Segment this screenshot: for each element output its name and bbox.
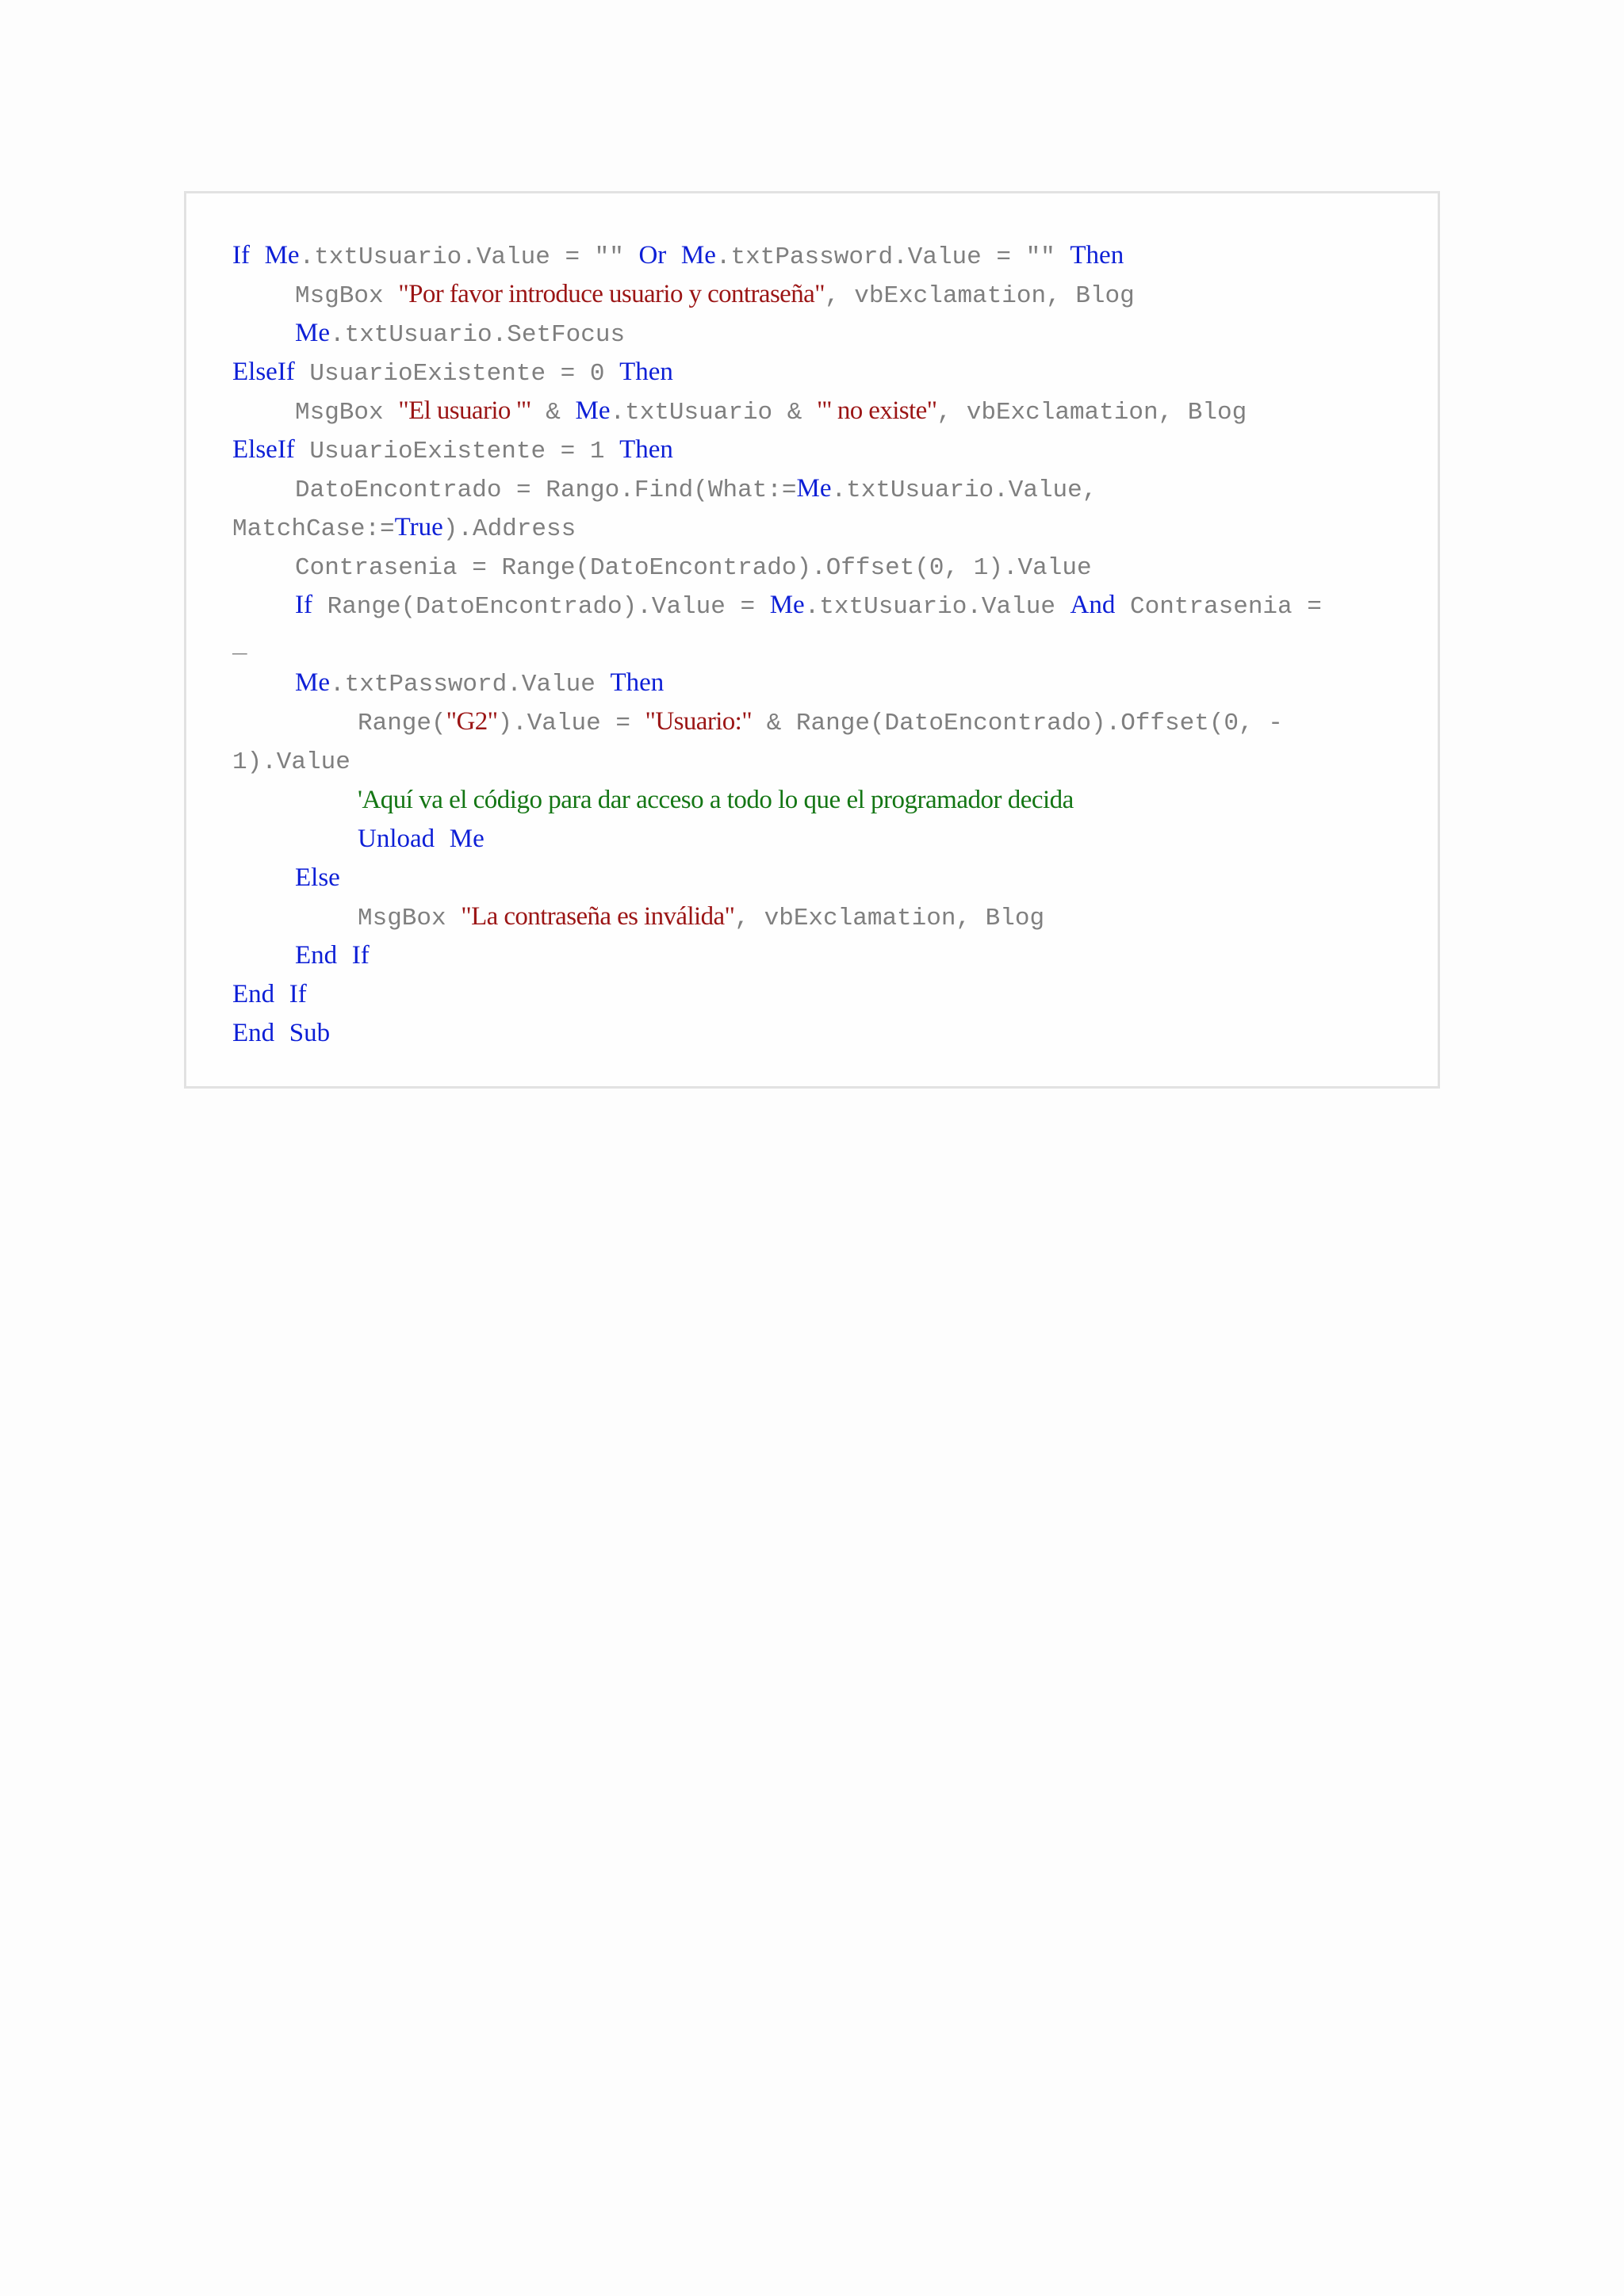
code-line [232,507,576,546]
code-keyword: Then [619,358,673,386]
code-keyword: If [289,980,307,1008]
code-keyword: Me [449,825,485,853]
code-keyword: Then [1070,241,1124,270]
code-text [666,243,681,271]
code-line [358,819,485,858]
code-text: Contrasenia = Range(DatoEncontrado).Offset(0, 1).Value [295,554,1092,582]
code-text: MsgBox [358,905,462,932]
code-keyword: If [351,941,370,970]
code-string: "Usuario:" [645,707,753,736]
code-keyword: Or [638,241,667,270]
code-line [232,235,1124,274]
code-line [295,391,1247,430]
code-text [250,243,265,271]
code-keyword: Me [264,241,300,270]
code-line [232,352,673,391]
code-text [274,982,289,1010]
code-text: .txtUsuario & [610,399,817,427]
code-keyword: True [394,513,443,541]
code-line [358,897,1044,936]
code-text: Range( [358,710,446,737]
code-keyword: Else [295,863,340,892]
code-line [295,585,1322,624]
code-string: "' no existe" [816,396,937,425]
code-text: .txtPassword.Value = "" [715,243,1071,271]
code-keyword: And [1070,591,1116,619]
code-text: MsgBox [295,282,399,310]
code-text [337,943,352,971]
code-keyword: Then [610,668,665,697]
code-text: & Range(DatoEncontrado).Offset(0, - [752,710,1283,737]
code-keyword: Sub [289,1019,331,1047]
code-string: "Por favor introduce usuario y contraseña" [398,280,825,308]
code-text [274,1021,289,1049]
code-text: MatchCase:= [232,515,395,543]
code-text: Contrasenia = [1115,593,1322,621]
code-text: .txtPassword.Value [330,671,611,698]
code-keyword: Me [295,668,330,697]
code-text: _ [232,632,247,660]
code-text: DatoEncontrado = Rango.Find(What:= [295,476,797,504]
code-line [232,624,247,663]
code-text: MsgBox [295,399,399,427]
code-keyword: End [232,980,275,1008]
code-line [232,740,350,779]
code-keyword: Me [769,591,805,619]
code-line [295,936,370,974]
code-line [295,313,625,352]
code-keyword: ElseIf [232,435,295,464]
code-keyword: Me [680,241,716,270]
code-line [295,546,1092,585]
code-text: , vbExclamation, Blog [936,399,1247,427]
code-line [295,663,664,702]
code-text: ).Address [442,515,576,543]
code-keyword: End [232,1019,275,1047]
code-line [295,858,340,897]
code-string: "La contraseña es inválida" [461,902,735,931]
code-line [358,780,1074,819]
code-text: , vbExclamation, Blog [734,905,1045,932]
code-text: Range(DatoEncontrado).Value = [312,593,770,621]
code-text: .txtUsuario.Value, [831,476,1097,504]
code-text [435,827,450,855]
code-keyword: Unload [358,825,435,853]
code-text: ).Value = [497,710,645,737]
code-keyword: ElseIf [232,358,295,386]
code-comment: 'Aquí va el código para dar acceso a todo lo que el programador decida [358,786,1074,814]
code-keyword: If [232,241,250,270]
code-keyword: Me [796,474,832,503]
code-keyword: Then [619,435,673,464]
code-text: .txtUsuario.Value = "" [299,243,639,271]
code-keyword: End [295,941,338,970]
code-text: UsuarioExistente = 1 [294,438,620,465]
code-line [232,430,673,469]
code-line [295,469,1097,507]
code-keyword: Me [575,396,611,425]
code-line [295,274,1135,313]
code-text: & [530,399,576,427]
code-text: 1).Value [232,748,350,776]
code-keyword: If [295,591,312,619]
code-block [184,191,1440,1089]
code-string: "El usuario '" [398,396,531,425]
code-text: .txtUsuario.Value [804,593,1071,621]
code-line [232,974,307,1013]
code-text: UsuarioExistente = 0 [294,360,620,388]
code-line [232,1013,330,1052]
code-text: .txtUsuario.SetFocus [330,321,626,349]
code-keyword: Me [295,319,330,347]
code-text: , vbExclamation, Blog [825,282,1135,310]
code-line [358,702,1283,740]
code-string: "G2" [446,707,498,736]
